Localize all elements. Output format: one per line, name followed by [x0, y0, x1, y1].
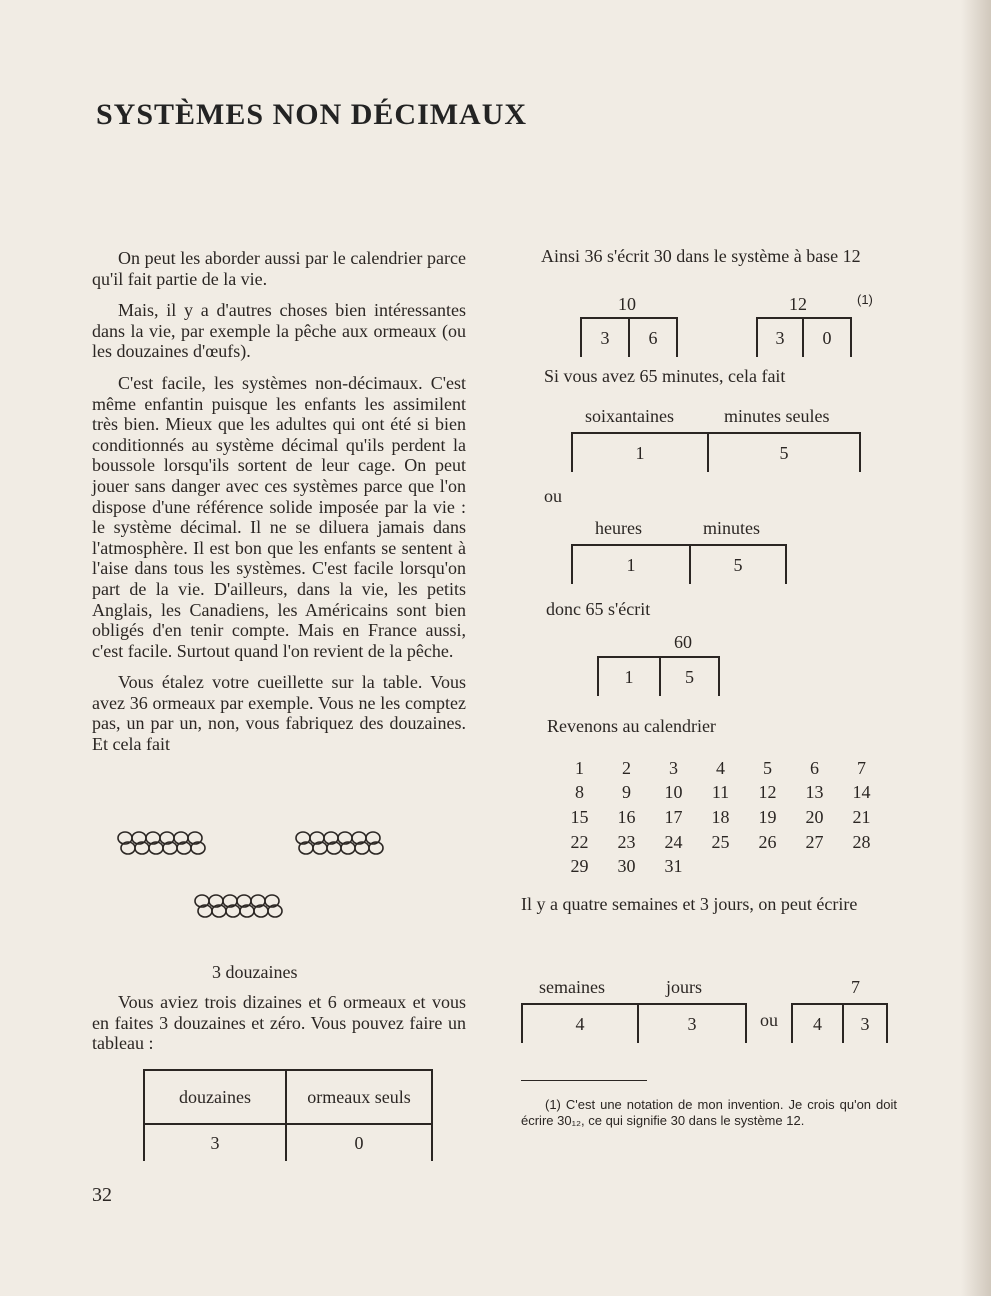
calendar-day — [791, 854, 838, 879]
calendar-day: 21 — [852, 806, 871, 827]
left-column — [92, 248, 466, 766]
box-d-label-1: heures — [595, 518, 642, 538]
box-e-digit: 1 — [597, 658, 659, 696]
box-f-label-2: jours — [666, 977, 702, 997]
box-b — [756, 317, 852, 357]
box-g-digit: 4 — [791, 1005, 842, 1043]
calendar-day: 15 — [570, 806, 589, 827]
calendar-day: 27 — [805, 831, 824, 852]
calendar-day: 6 — [810, 757, 819, 778]
donc-line: donc 65 s'écrit — [546, 599, 651, 619]
calendar-row — [556, 781, 885, 806]
box-f-digit: 4 — [521, 1005, 637, 1043]
paragraph-3: C'est facile, les systèmes non-décimaux. C'est même enfantin puisque les enfants les assimilent très bien. Mieux que les adultes qui ont été si bien conditionnés au système décimal qu'ils perdent la boussole lorsqu'ils sortent de leur cage. On peut jouer sans danger avec ces systèmes parce que l'on dispose d'une référence solide imposée par la vie : le système décimal. Il ne se diluera jamais dans l'atmosphère. Il est bon que les enfants se sentent à l'aise dans tous les systèmes. C'est facile lorsqu'on part de la vie. D'ailleurs, dans la vie, les petits Anglais, les Canadiens, les Américains sont bien obligés d'en tenir compte. Mais en France aussi, c'est facile. Surtout quand l'on revient de la pêche. — [92, 372, 466, 661]
calendar-day: 30 — [617, 856, 636, 877]
calendar-day: 16 — [617, 806, 636, 827]
box-c-label-2: minutes seules — [724, 406, 830, 426]
box-e — [597, 656, 720, 696]
calendar-day: 31 — [664, 856, 683, 877]
calendar-day: 1 — [575, 757, 584, 778]
calendar-day: 9 — [622, 782, 631, 803]
calendar-row — [556, 830, 885, 855]
ou-label-2: ou — [760, 1010, 778, 1030]
box-e-label: 60 — [674, 632, 692, 652]
box-f-digit: 3 — [637, 1005, 747, 1043]
box-f-label-1: semaines — [539, 977, 605, 997]
calendar-day: 23 — [617, 831, 636, 852]
page-title: SYSTÈMES NON DÉCIMAUX — [96, 98, 528, 131]
box-g-label: 7 — [851, 977, 860, 997]
calendar-day: 12 — [758, 782, 777, 803]
calendar-day: 22 — [570, 831, 589, 852]
ainsi-line: Ainsi 36 s'écrit 30 dans le système à base 12 — [541, 246, 861, 266]
paragraph-5: Vous aviez trois dizaines et 6 ormeaux et vous en faites 3 douzaines et zéro. Vous pouvez faire un tableau : — [92, 992, 466, 1054]
box-d — [571, 544, 787, 584]
calendar-row — [556, 756, 885, 781]
semaines-paragraph: Il y a quatre semaines et 3 jours, on peut écrire — [521, 894, 858, 914]
calendar-day: 4 — [716, 757, 725, 778]
calendar-day: 19 — [758, 806, 777, 827]
box-e-digit: 5 — [659, 658, 720, 696]
box-b-digit: 0 — [802, 319, 852, 357]
calendar-row — [556, 805, 885, 830]
calendar-day: 3 — [669, 757, 678, 778]
box-a-label: 10 — [618, 294, 636, 314]
box-a — [580, 317, 678, 357]
calendar-day: 28 — [852, 831, 871, 852]
calendar-day: 10 — [664, 782, 683, 803]
calendar-day — [697, 854, 744, 879]
page-number: 32 — [92, 1184, 112, 1206]
calendar-grid — [556, 756, 885, 879]
left-column-bottom — [92, 992, 466, 1065]
box-c-label-1: soixantaines — [585, 406, 674, 426]
calendar-day: 25 — [711, 831, 730, 852]
box-b-digit: 3 — [756, 319, 802, 357]
calendar-day: 8 — [575, 782, 584, 803]
calendar-day: 14 — [852, 782, 871, 803]
calendar-day: 24 — [664, 831, 683, 852]
calendar-day: 29 — [570, 856, 589, 877]
table-header-douzaines: douzaines — [144, 1070, 286, 1124]
calendar-day: 17 — [664, 806, 683, 827]
paragraph-2: Mais, il y a d'autres choses bien intéressantes dans la vie, par exemple la pêche aux ormeaux (ou les douzaines d'œufs). — [92, 300, 466, 362]
box-c-digit: 1 — [571, 434, 707, 472]
box-d-digit: 1 — [571, 546, 689, 584]
semaines-block — [521, 894, 893, 926]
calendar-row — [556, 854, 885, 879]
dozen-eggs-illustration-1 — [116, 828, 212, 858]
dozens-table — [143, 1069, 433, 1161]
calendar-day: 20 — [805, 806, 824, 827]
table-header-ormeaux: ormeaux seuls — [286, 1070, 432, 1124]
box-d-label-2: minutes — [703, 518, 760, 538]
box-b-label: 12 — [789, 294, 807, 314]
box-a-digit: 3 — [580, 319, 628, 357]
table-cell-douzaines: 3 — [144, 1124, 286, 1161]
footnote-marker: (1) — [857, 292, 873, 307]
revenons-line: Revenons au calendrier — [547, 716, 716, 736]
calendar-day: 26 — [758, 831, 777, 852]
box-d-digit: 5 — [689, 546, 787, 584]
box-c — [571, 432, 861, 472]
box-c-digit: 5 — [707, 434, 861, 472]
calendar-day: 11 — [711, 782, 730, 803]
ou-label-1: ou — [544, 486, 562, 506]
page-edge-shadow — [961, 0, 991, 1296]
calendar-day: 18 — [711, 806, 730, 827]
dozen-eggs-illustration-3 — [193, 891, 289, 921]
table-cell-ormeaux: 0 — [286, 1124, 432, 1161]
dozen-eggs-illustration-2 — [294, 828, 390, 858]
calendar-day: 2 — [622, 757, 631, 778]
douzaines-caption: 3 douzaines — [212, 962, 298, 982]
box-g — [791, 1003, 888, 1043]
minutes-line: Si vous avez 65 minutes, cela fait — [544, 366, 786, 386]
footnote: (1) C'est une notation de mon invention. Je crois qu'on doit écrire 30₁₂, ce qui signifie 30 dans le système 12. — [521, 1097, 897, 1128]
paragraph-4: Vous étalez votre cueillette sur la table. Vous avez 36 ormeaux par exemple. Vous ne les comptez pas, un par un, non, vous fabriquez des douzaines. Et cela fait — [92, 672, 466, 755]
footnote-rule — [521, 1080, 647, 1081]
box-f — [521, 1003, 747, 1043]
calendar-day — [744, 854, 791, 879]
calendar-day — [838, 854, 885, 879]
calendar-day: 5 — [763, 757, 772, 778]
box-g-digit: 3 — [842, 1005, 888, 1043]
calendar-day: 7 — [857, 757, 866, 778]
box-a-digit: 6 — [628, 319, 678, 357]
paragraph-1: On peut les aborder aussi par le calendrier parce qu'il fait partie de la vie. — [92, 248, 466, 289]
calendar-day: 13 — [805, 782, 824, 803]
